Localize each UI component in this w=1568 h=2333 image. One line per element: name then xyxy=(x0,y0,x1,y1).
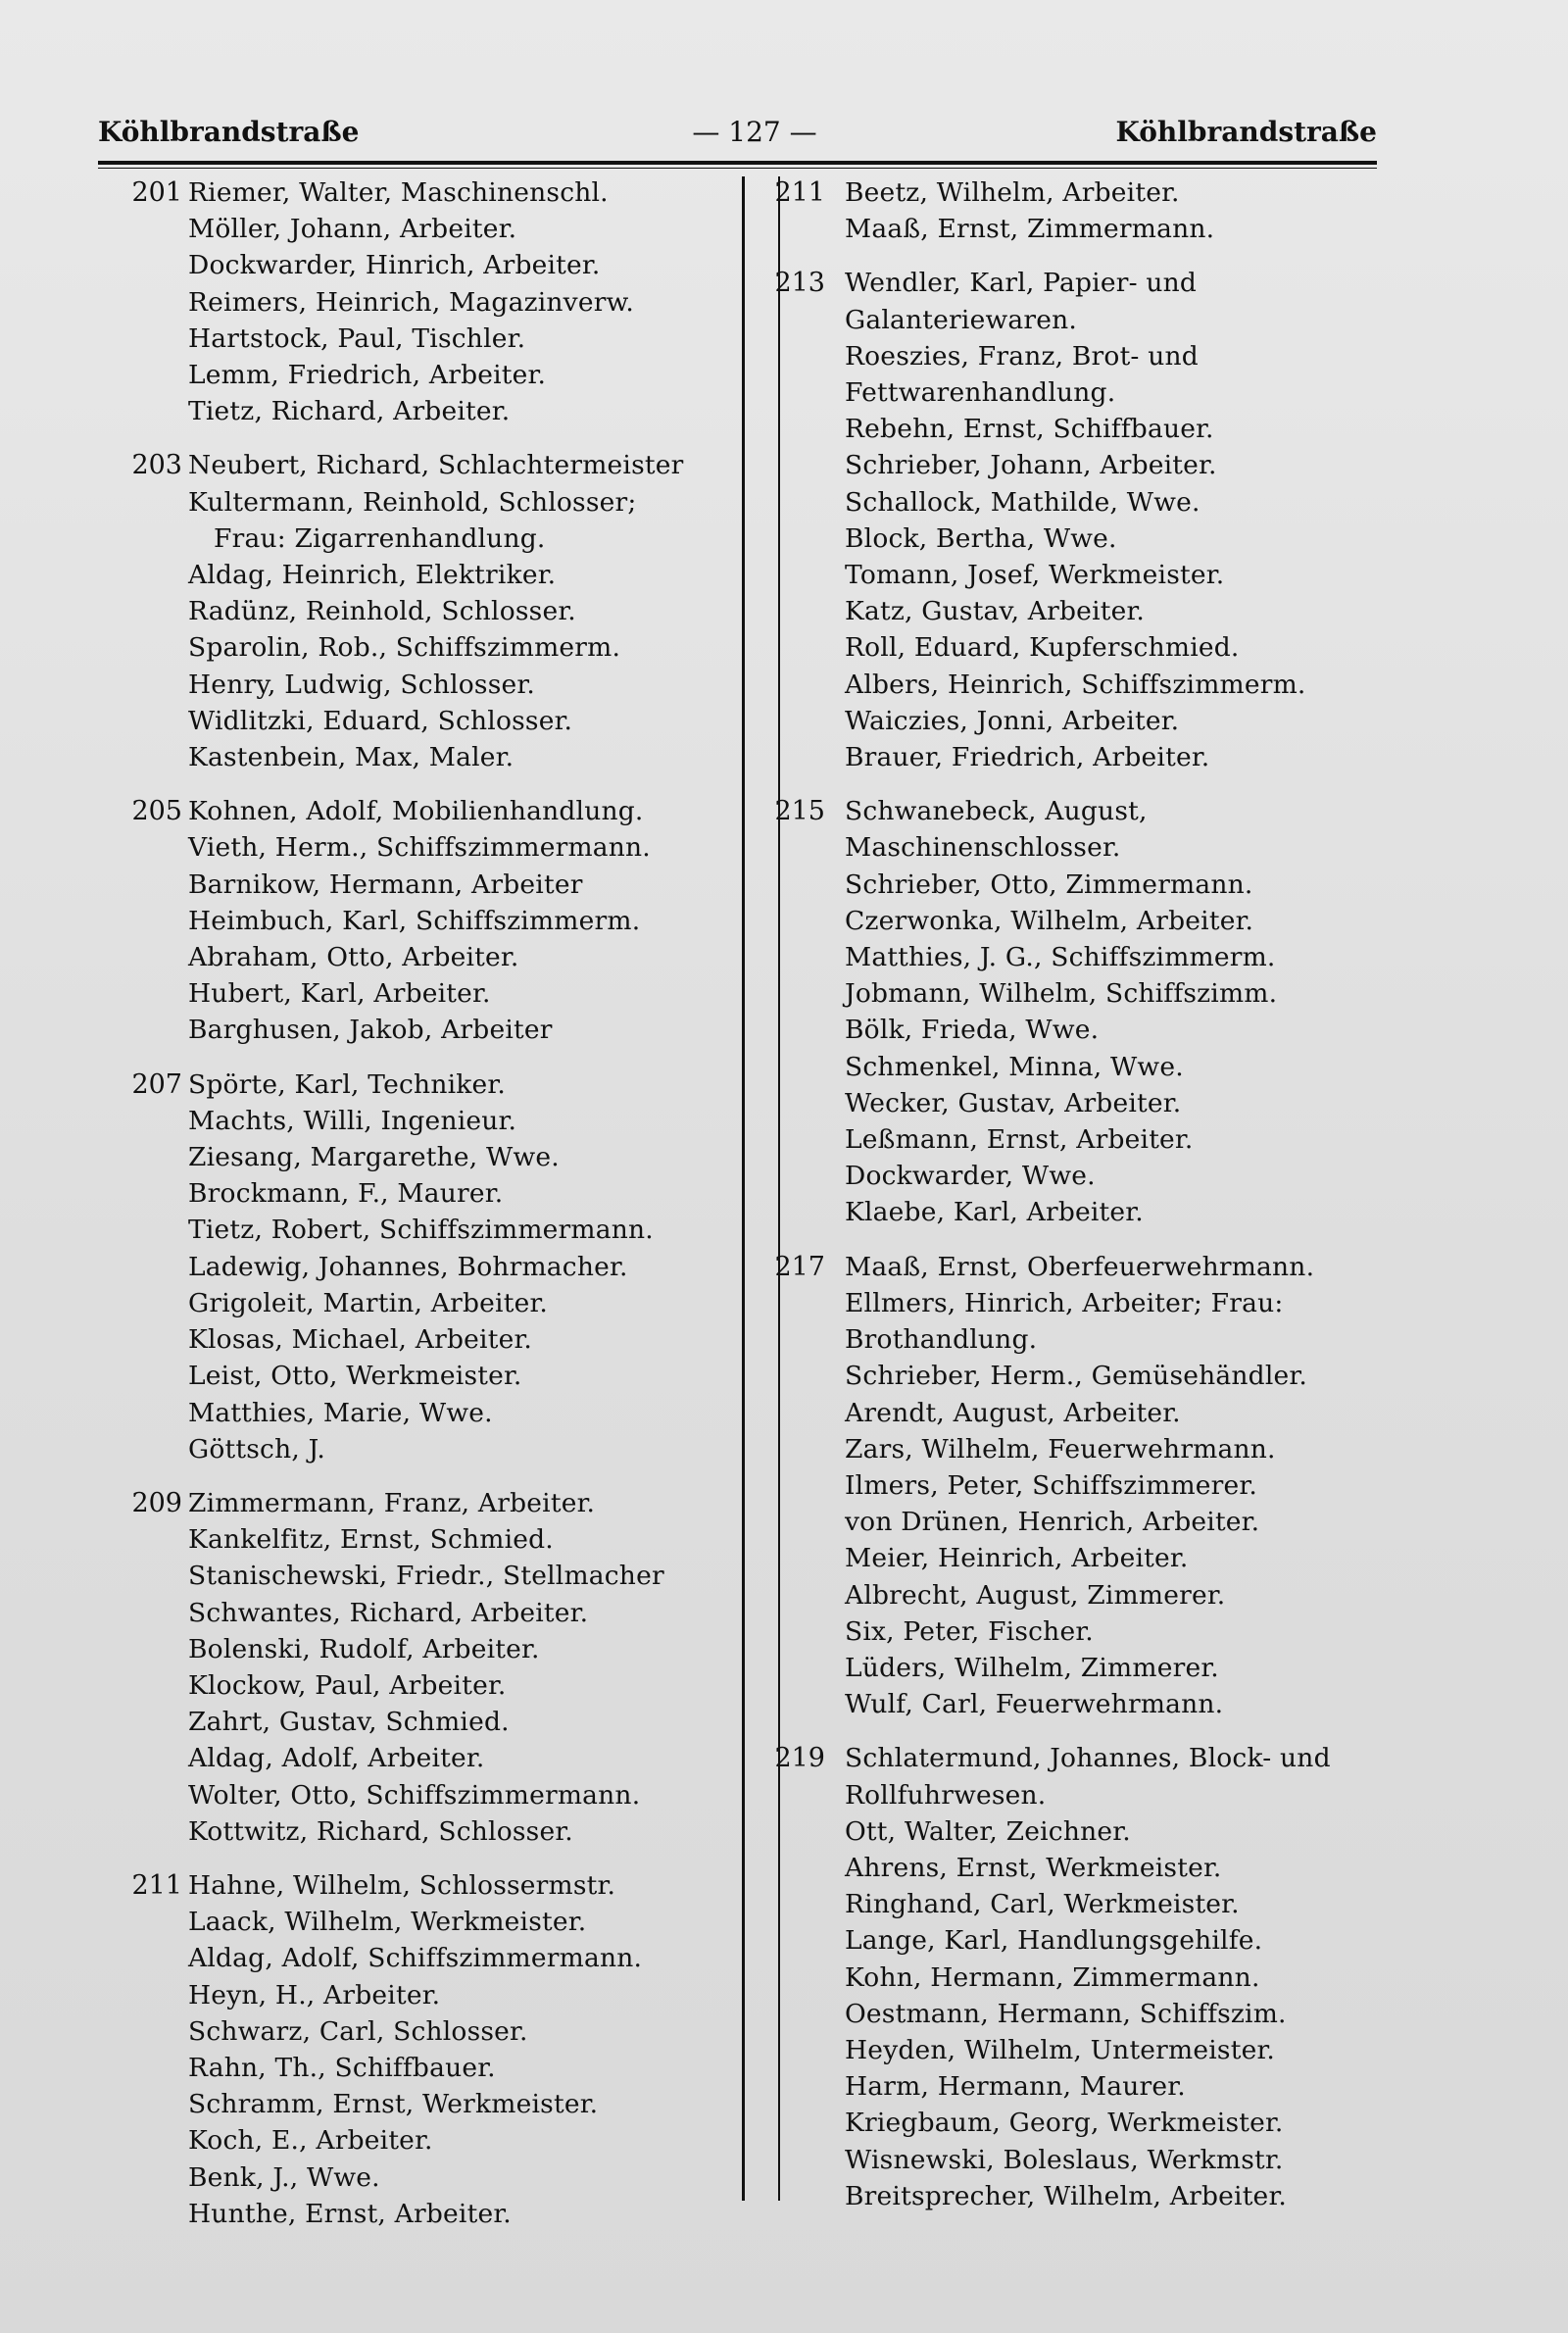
resident-entry: Oestmann, Hermann, Schiffszim. xyxy=(845,1998,1287,2029)
resident-entry: Leist, Otto, Werkmeister. xyxy=(188,1361,522,1392)
resident-entry: Matthies, J. G., Schiffszimmerm. xyxy=(845,942,1276,973)
resident-entry: Aldag, Adolf, Schiffszimmermann. xyxy=(188,1943,643,1974)
resident-entry: Brockmann, F., Maurer. xyxy=(188,1178,504,1210)
resident-entry: Dockwarder, Wwe. xyxy=(845,1161,1096,1192)
resident-entry: Lemm, Friedrich, Arbeiter. xyxy=(188,360,547,391)
resident-entry: Heyn, H., Arbeiter. xyxy=(188,1979,441,2010)
resident-entry: Harm, Hermann, Maurer. xyxy=(845,2071,1186,2103)
page-header xyxy=(98,116,1377,155)
resident-entry: Ziesang, Margarethe, Wwe. xyxy=(188,1142,560,1173)
resident-entry: Abraham, Otto, Arbeiter. xyxy=(188,942,519,973)
resident-entry: Schrieber, Herm., Gemüsehändler. xyxy=(845,1361,1307,1392)
resident-entry: Zimmermann, Franz, Arbeiter. xyxy=(188,1487,596,1518)
resident-entry: Wendler, Karl, Papier- und Galanteriewaren. xyxy=(845,268,1198,335)
resident-entry: Möller, Johann, Arbeiter. xyxy=(188,214,517,245)
resident-entry: Wecker, Gustav, Arbeiter. xyxy=(845,1087,1182,1118)
resident-entry: Klockow, Paul, Arbeiter. xyxy=(188,1669,507,1701)
resident-entry: Reimers, Heinrich, Magazinverw. xyxy=(188,286,634,318)
resident-entry: Schlatermund, Johannes, Block- und Rollfuhrwesen. xyxy=(845,1743,1331,1811)
resident-entry: Albers, Heinrich, Schiffszimmerm. xyxy=(845,669,1306,700)
resident-entry: Schrieber, Otto, Zimmermann. xyxy=(845,869,1253,900)
resident-entry: Widlitzki, Eduard, Schlosser. xyxy=(188,705,573,736)
house-number: 201 xyxy=(131,177,182,208)
resident-entry: Tietz, Richard, Arbeiter. xyxy=(188,396,511,427)
resident-entry: Maaß, Ernst, Zimmermann. xyxy=(845,214,1215,245)
resident-entry: Barghusen, Jakob, Arbeiter xyxy=(188,1015,553,1046)
resident-entry: Ellmers, Hinrich, Arbeiter; Frau: Brothandlung. xyxy=(845,1287,1284,1356)
resident-entry: Lüders, Wilhelm, Zimmerer. xyxy=(845,1652,1219,1683)
resident-entry: Frau: Zigarrenhandlung. xyxy=(214,522,546,554)
resident-entry: Klaebe, Karl, Arbeiter. xyxy=(845,1197,1144,1228)
resident-entry: Tomann, Josef, Werkmeister. xyxy=(845,560,1225,591)
house-number-group xyxy=(98,1067,745,1467)
resident-entry: Sparolin, Rob., Schiffszimmerm. xyxy=(188,632,621,664)
page-number: — 127 — xyxy=(692,116,817,148)
resident-entry: Heimbuch, Karl, Schiffszimmerm. xyxy=(188,905,641,936)
resident-entry: Roeszies, Franz, Brot- und Fettwarenhandlung. xyxy=(845,340,1199,409)
resident-entry: Albrecht, August, Zimmerer. xyxy=(845,1579,1226,1611)
house-number-group xyxy=(98,447,745,775)
resident-entry: Riemer, Walter, Maschinenschl. xyxy=(188,177,609,208)
left-column xyxy=(98,174,745,2250)
resident-entry: Maaß, Ernst, Oberfeuerwehrmann. xyxy=(845,1251,1315,1282)
resident-entry: Meier, Heinrich, Arbeiter. xyxy=(845,1543,1189,1574)
house-number-group xyxy=(764,793,1392,1230)
resident-entry: Heyden, Wilhelm, Untermeister. xyxy=(845,2034,1276,2065)
house-number: 203 xyxy=(131,450,182,481)
house-number: 211 xyxy=(774,177,825,208)
resident-entry: Block, Bertha, Wwe. xyxy=(845,522,1117,554)
resident-entry: Hubert, Karl, Arbeiter. xyxy=(188,978,491,1010)
resident-entry: Wisnewski, Boleslaus, Werkmstr. xyxy=(845,2144,1284,2175)
resident-entry: Ringhand, Carl, Werkmeister. xyxy=(845,1889,1240,1920)
house-number-group xyxy=(98,1485,745,1850)
resident-entry: Zahrt, Gustav, Schmied. xyxy=(188,1707,510,1738)
resident-entry: Brauer, Friedrich, Arbeiter. xyxy=(845,742,1210,773)
resident-entry: Spörte, Karl, Techniker. xyxy=(188,1068,506,1100)
resident-entry: Ladewig, Johannes, Bohrmacher. xyxy=(188,1251,628,1282)
house-number-group xyxy=(764,265,1392,775)
house-number: 205 xyxy=(131,796,182,827)
resident-entry: Schallock, Mathilde, Wwe. xyxy=(845,486,1200,518)
resident-entry: Laack, Wilhelm, Werkmeister. xyxy=(188,1907,587,1938)
house-number: 219 xyxy=(774,1743,825,1774)
resident-entry: Kriegbaum, Georg, Werkmeister. xyxy=(845,2108,1284,2139)
resident-entry: Wolter, Otto, Schiffszimmermann. xyxy=(188,1779,641,1811)
resident-entry: Kohn, Hermann, Zimmermann. xyxy=(845,1961,1260,1993)
resident-entry: Schrieber, Johann, Arbeiter. xyxy=(845,450,1217,481)
resident-entry: Hunthe, Ernst, Arbeiter. xyxy=(188,2198,512,2229)
resident-entry: Bölk, Frieda, Wwe. xyxy=(845,1015,1100,1046)
resident-entry: Ahrens, Ernst, Werkmeister. xyxy=(845,1852,1222,1883)
house-number: 211 xyxy=(131,1869,182,1901)
resident-entry: Jobmann, Wilhelm, Schiffszimm. xyxy=(845,978,1278,1010)
house-number-group xyxy=(98,174,745,429)
resident-entry: Arendt, August, Arbeiter. xyxy=(845,1397,1181,1428)
resident-entry: Schwarz, Carl, Schlosser. xyxy=(188,2015,528,2047)
house-number: 207 xyxy=(131,1068,182,1100)
house-number: 213 xyxy=(774,268,825,299)
resident-entry: Dockwarder, Hinrich, Arbeiter. xyxy=(188,250,601,281)
resident-entry: Bolenski, Rudolf, Arbeiter. xyxy=(188,1633,540,1664)
resident-entry: Stanischewski, Friedr., Stellmacher xyxy=(188,1561,664,1592)
resident-entry: Kultermann, Reinhold, Schlosser; xyxy=(188,486,637,518)
resident-entry: Neubert, Richard, Schlachtermeister xyxy=(188,450,684,481)
house-number: 217 xyxy=(774,1251,825,1282)
resident-entry: Radünz, Reinhold, Schlosser. xyxy=(188,596,576,627)
house-number: 215 xyxy=(774,796,825,827)
resident-entry: Six, Peter, Fischer. xyxy=(845,1615,1094,1647)
header-street-left: Köhlbrandstraße xyxy=(98,116,360,148)
resident-entry: Czerwonka, Wilhelm, Arbeiter. xyxy=(845,905,1254,936)
resident-entry: Lange, Karl, Handlungsgehilfe. xyxy=(845,1925,1263,1957)
resident-entry: Klosas, Michael, Arbeiter. xyxy=(188,1324,533,1356)
resident-entry: Schwantes, Richard, Arbeiter. xyxy=(188,1597,589,1628)
resident-entry: Benk, J., Wwe. xyxy=(188,2161,380,2193)
house-number-group xyxy=(764,174,1392,247)
resident-entry: von Drünen, Henrich, Arbeiter. xyxy=(845,1507,1260,1538)
resident-entry: Wulf, Carl, Feuerwehrmann. xyxy=(845,1689,1224,1720)
resident-entry: Tietz, Robert, Schiffszimmermann. xyxy=(188,1215,654,1246)
house-number-group xyxy=(98,1867,745,2232)
house-number-group xyxy=(98,793,745,1048)
resident-entry: Henry, Ludwig, Schlosser. xyxy=(188,669,535,700)
resident-entry: Ilmers, Peter, Schiffszimmerer. xyxy=(845,1469,1257,1501)
resident-entry: Ott, Walter, Zeichner. xyxy=(845,1815,1131,1847)
header-rule-thin xyxy=(98,168,1377,169)
resident-entry: Matthies, Marie, Wwe. xyxy=(188,1397,493,1428)
resident-entry: Rebehn, Ernst, Schiffbauer. xyxy=(845,414,1214,445)
resident-entry: Hahne, Wilhelm, Schlossermstr. xyxy=(188,1869,616,1901)
house-number-group xyxy=(764,1249,1392,1723)
resident-entry: Roll, Eduard, Kupferschmied. xyxy=(845,632,1240,664)
resident-entry: Barnikow, Hermann, Arbeiter xyxy=(188,869,583,900)
resident-entry: Beetz, Wilhelm, Arbeiter. xyxy=(845,177,1180,208)
resident-entry: Waiczies, Jonni, Arbeiter. xyxy=(845,705,1180,736)
resident-entry: Kottwitz, Richard, Schlosser. xyxy=(188,1815,573,1847)
resident-entry: Schmenkel, Minna, Wwe. xyxy=(845,1051,1184,1082)
resident-entry: Rahn, Th., Schiffbauer. xyxy=(188,2052,496,2083)
resident-entry: Leßmann, Ernst, Arbeiter. xyxy=(845,1124,1194,1156)
resident-entry: Zars, Wilhelm, Feuerwehrmann. xyxy=(845,1433,1276,1464)
resident-entry: Grigoleit, Martin, Arbeiter. xyxy=(188,1287,549,1318)
resident-entry: Aldag, Heinrich, Elektriker. xyxy=(188,560,557,591)
resident-entry: Machts, Willi, Ingenieur. xyxy=(188,1105,517,1136)
resident-entry: Schramm, Ernst, Werkmeister. xyxy=(188,2089,599,2120)
resident-entry: Schwanebeck, August, Maschinenschlosser. xyxy=(845,796,1148,864)
resident-entry: Kankelfitz, Ernst, Schmied. xyxy=(188,1524,554,1556)
house-number-group xyxy=(764,1740,1392,2214)
resident-entry: Göttsch, J. xyxy=(188,1433,325,1464)
resident-entry: Kastenbein, Max, Maler. xyxy=(188,742,514,773)
header-street-right: Köhlbrandstraße xyxy=(1115,116,1377,148)
resident-entry: Hartstock, Paul, Tischler. xyxy=(188,323,526,354)
resident-entry: Breitsprecher, Wilhelm, Arbeiter. xyxy=(845,2180,1288,2211)
resident-entry: Kohnen, Adolf, Mobilienhandlung. xyxy=(188,796,644,827)
resident-entry: Vieth, Herm., Schiffszimmermann. xyxy=(188,832,651,864)
house-number: 209 xyxy=(131,1487,182,1518)
resident-entry: Aldag, Adolf, Arbeiter. xyxy=(188,1743,485,1774)
resident-entry: Koch, E., Arbeiter. xyxy=(188,2125,433,2157)
header-rule xyxy=(98,161,1377,165)
resident-entry: Katz, Gustav, Arbeiter. xyxy=(845,596,1146,627)
right-column xyxy=(764,174,1392,2232)
